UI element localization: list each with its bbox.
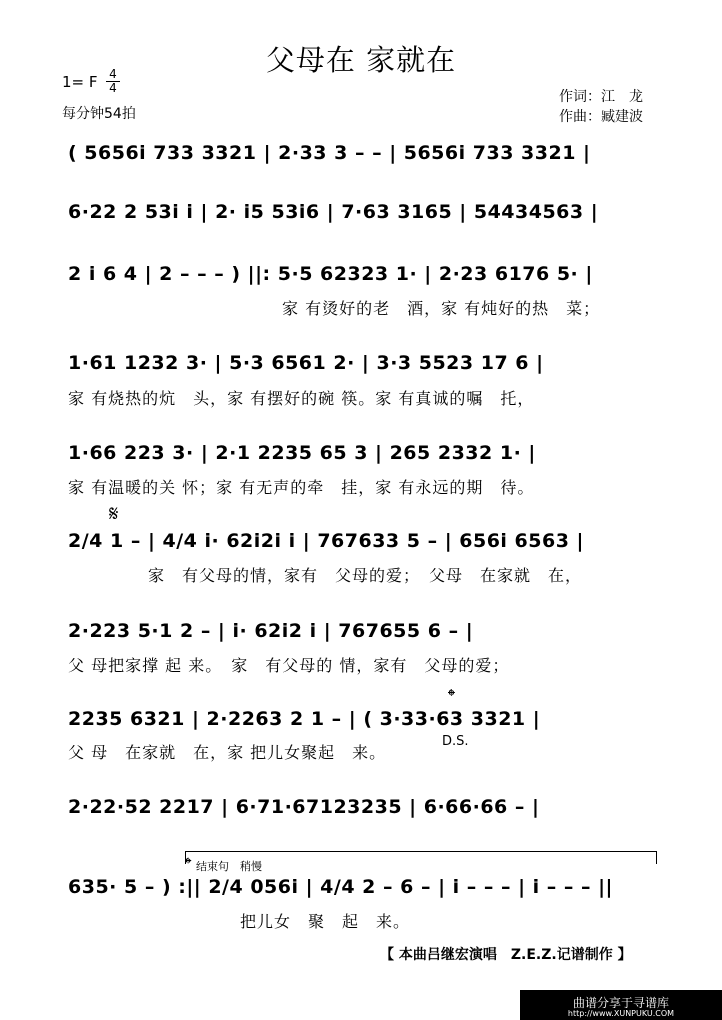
lyrics-line-5: 家 有温暖的关 怀；家 有无声的牵 挂，家 有永远的期 待。 bbox=[68, 478, 535, 497]
dal-segno-marking: D.S. bbox=[442, 734, 469, 749]
time-signature bbox=[106, 68, 120, 95]
key-signature: 1= F bbox=[62, 73, 98, 91]
lyrics-line-6: 家 有父母的情，家有 父母的爱； 父母 在家就 在， bbox=[148, 566, 583, 585]
notation-line-3: 2 i 6 4 | 2 – – – ) ||: 5·5 62323 1· | 2·23 6176 5· | bbox=[68, 263, 593, 285]
notation-line-8: 2235 6321 | 2·2263 2 1 – | ( 3·33·63 3321 | bbox=[68, 708, 541, 730]
lyrics-line-8: 父 母 在家就 在，家 把儿女聚起 来。 bbox=[68, 743, 387, 762]
lyrics-line-4: 家 有烧热的炕 头，家 有摆好的碗 筷。家 有真诚的嘱 托， bbox=[68, 389, 535, 408]
lyrics-line-7: 父 母把家撑 起 来。 家 有父母的 情，家有 父母的爱； bbox=[68, 656, 510, 675]
lyricist-credit: 作词：江 龙 bbox=[559, 89, 643, 105]
notation-line-5: 1·66 223 3· | 2·1 2235 65 3 | 265 2332 1· | bbox=[68, 442, 536, 464]
time-signature-top: 4 bbox=[109, 67, 117, 81]
coda-symbol-ending: 𝄌 bbox=[185, 854, 192, 875]
tempo-marking: 每分钟54拍 bbox=[62, 106, 136, 122]
coda-symbol: 𝄌 bbox=[448, 684, 455, 708]
time-signature-bottom: 4 bbox=[109, 81, 117, 95]
song-title: 父母在 家就在 bbox=[265, 43, 457, 77]
notation-line-6: 2/4 1 – | 4/4 i· 62i2i i | 767633 5 – | 656i 6563 | bbox=[68, 530, 584, 552]
notation-line-10: 635· 5 – ) :|| 2/4 056i | 4/4 2 – 6 – | i – – – | i – – – || bbox=[68, 876, 613, 898]
notation-line-7: 2·223 5·1 2 – | i· 62i2 i | 767655 6 – | bbox=[68, 620, 474, 642]
site-banner-url: http://www.XUNPUKU.COM bbox=[567, 1009, 675, 1018]
composer-credit: 作曲：臧建波 bbox=[559, 109, 643, 125]
notation-line-1: ( 5656i 733 3321 | 2·33 3 – – | 5656i 733 3321 | bbox=[68, 142, 591, 164]
notation-line-4: 1·61 1232 3· | 5·3 6561 2· | 3·3 5523 17 6 | bbox=[68, 352, 544, 374]
notation-line-9: 2·22·52 2217 | 6·71·67123235 | 6·66·66 – | bbox=[68, 796, 540, 818]
site-banner-text: 曲谱分享于寻谱库 bbox=[572, 996, 669, 1010]
notation-line-2: 6·22 2 53i i | 2· i5 53i6 | 7·63 3165 | 54434563 | bbox=[68, 201, 599, 223]
ending-instruction: 结束句 稍慢 bbox=[196, 860, 262, 873]
lyrics-line-10: 把儿女 聚 起 来。 bbox=[240, 912, 411, 931]
segno-symbol: 𝄋 bbox=[109, 502, 119, 527]
lyrics-line-3: 家 有烫好的老 酒，家 有炖好的热 菜； bbox=[282, 299, 601, 318]
performer-credit: 【 本曲吕继宏演唱 Z.E.Z.记谱制作 】 bbox=[380, 947, 632, 963]
